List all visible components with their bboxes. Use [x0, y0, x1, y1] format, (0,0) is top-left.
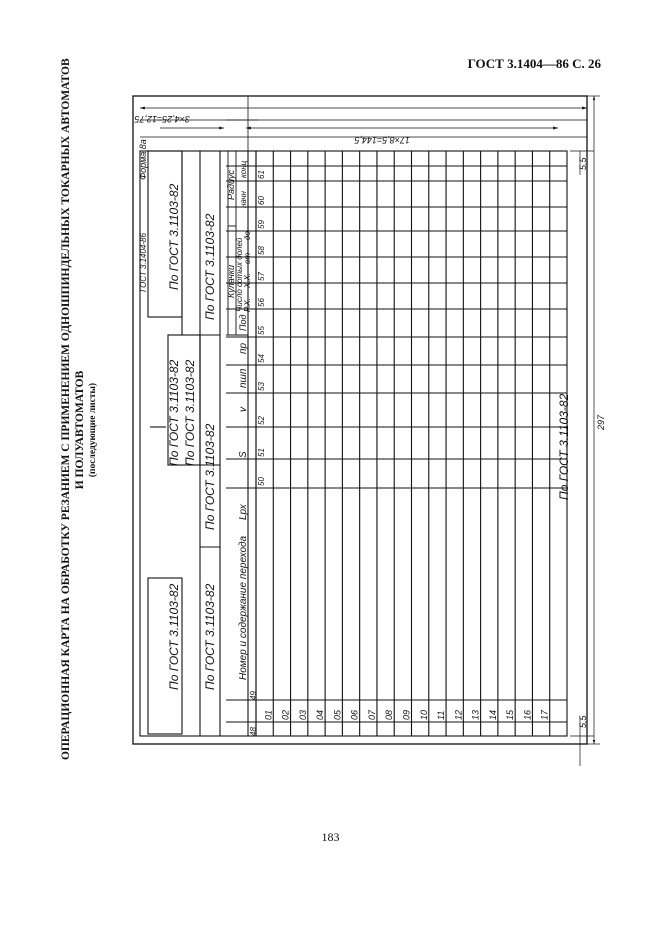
col-lpx: Lрх [238, 504, 249, 520]
table-row-number: 15 [505, 709, 516, 720]
table-row-number: 03 [297, 709, 308, 720]
column-code: 52 [257, 416, 266, 425]
table-row-number: 08 [384, 709, 395, 720]
table-row-number: 11 [436, 710, 447, 720]
dim-total-label: 297 [596, 414, 606, 430]
gost-form-label: ГОСТ 3.1404-86 [139, 233, 148, 292]
table-row-number: 12 [453, 709, 464, 720]
col-48: 48 [249, 727, 258, 736]
table-row-number: 13 [470, 709, 481, 720]
column-code: 61 [257, 170, 266, 179]
page-number: 183 [321, 830, 340, 844]
table-row-number: 02 [280, 709, 291, 720]
table-row-number: 01 [263, 709, 274, 720]
table-row-number: 05 [332, 709, 343, 720]
col-pr: пр [238, 342, 249, 354]
cams-group: Кулачки [226, 265, 236, 298]
ref-block-2: По ГОСТ 3.1103-82 [167, 359, 181, 466]
title-line-3: (последующие листы) [88, 382, 98, 478]
cams-count: Число сотых долей [235, 237, 244, 312]
column-code: 54 [257, 354, 266, 363]
table-row-number: 07 [366, 709, 377, 720]
form-type-label: Форма 8а [138, 139, 148, 180]
radius-nach: начн [239, 191, 248, 208]
ref-block-5: По ГОСТ 3.1103-82 [203, 213, 217, 320]
cams-px: Р.Х. [243, 298, 252, 312]
ref-block-7: По ГОСТ 3.1103-82 [203, 583, 217, 690]
col-pod: Под [238, 314, 248, 331]
ref-block-3: По ГОСТ 3.1103-82 [183, 359, 197, 466]
cams-do: до [243, 231, 252, 240]
col-s: S [238, 451, 249, 458]
table-row-number: 16 [522, 709, 533, 720]
ref-block-6: По ГОСТ 3.1103-82 [203, 423, 217, 530]
col-nshp: nшп [238, 368, 249, 388]
standard-reference: ГОСТ 3.1404—86 С. 26 [467, 56, 601, 71]
column-code: 60 [257, 196, 266, 205]
table-row-number: 09 [401, 709, 412, 720]
dim-bottom-label: 5,5 [578, 715, 588, 728]
ref-block-4: По ГОСТ 3.1103-82 [167, 583, 181, 690]
table-row-number: 17 [539, 709, 550, 720]
column-code: 53 [257, 382, 266, 391]
column-code: 58 [257, 246, 266, 255]
col-49: 49 [249, 691, 258, 700]
cams-ot: от [243, 252, 252, 264]
column-code: 57 [257, 272, 266, 281]
dim-right-label: 17×8,5=144,5 [354, 135, 410, 145]
column-code: 50 [257, 477, 266, 486]
radius-group: Радиус [226, 170, 236, 200]
table-row-number: 06 [349, 709, 360, 720]
table-row-number: 04 [315, 709, 326, 720]
table-row-number: 10 [418, 709, 429, 720]
table-row-number: 14 [487, 709, 498, 720]
title-line-1: ОПЕРАЦИОННАЯ КАРТА НА ОБРАБОТКУ РЕЗАНИЕМ С ПРИМЕНЕНИЕМ ОДНОШПИНДЕЛЬНЫХ ТОКАРНЫХ АВТОМАТОВ [60, 58, 72, 760]
ref-block-1: По ГОСТ 3.1103-82 [167, 183, 181, 290]
column-code: 51 [257, 448, 266, 457]
ref-block-bottom: По ГОСТ 3.1103-82 [557, 393, 571, 500]
dim-top-label: 5,5 [578, 157, 588, 170]
title-line-2: И ПОЛУАВТОМАТОВ [74, 370, 86, 490]
col-v: v [238, 407, 249, 412]
dim-left-label: 3×4,25=12,75 [134, 114, 190, 124]
cams-xx: Х.Х. [243, 272, 252, 288]
column-code: 55 [257, 326, 266, 335]
column-code: 59 [257, 220, 266, 229]
radius-kon: конц [239, 160, 248, 178]
content-header: Номер и содержание перехода [238, 535, 249, 680]
column-code: 56 [257, 298, 266, 307]
